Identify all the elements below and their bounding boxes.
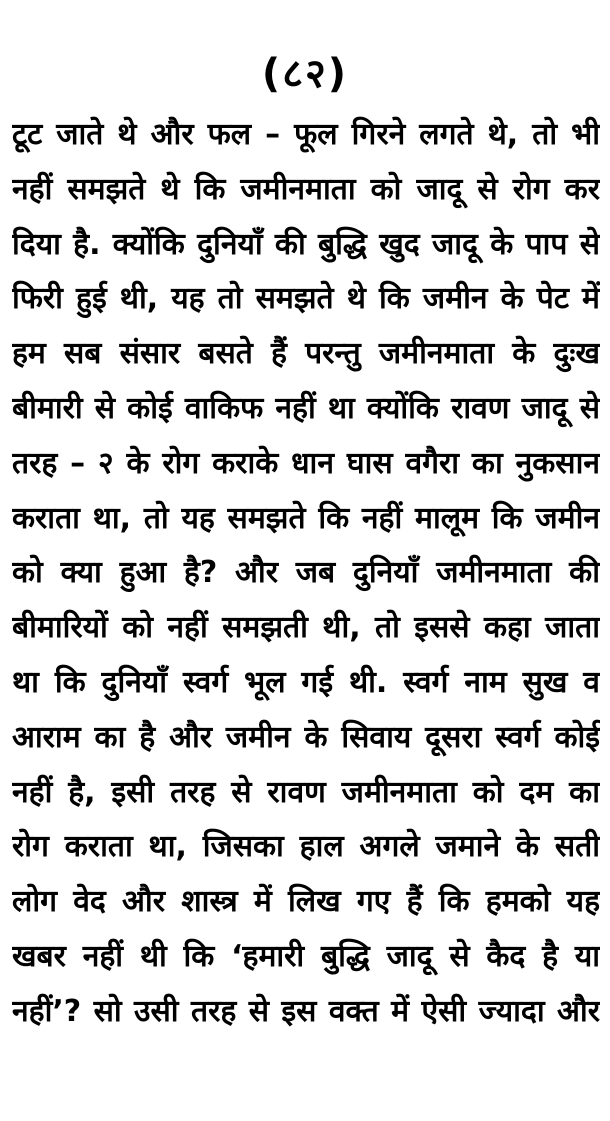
text-line: बीमारियों को नहीं समझती थी, तो इससे कहा जाता (12, 610, 600, 646)
text-line: नहीं’? सो उसी तरह से इस वक्त में ऐसी ज्यादा और (12, 993, 600, 1029)
text-line: खबर नहीं थी कि ‘हमारी बुद्धि जादू से कैद है या (12, 938, 600, 974)
text-line: लोग वेद और शास्त्र में लिख गए हैं कि हमको यह (12, 884, 600, 920)
body-text (12, 108, 600, 1040)
text-line: दिया है. क्योंकि दुनियाँ की बुद्धि खुद जादू के पाप से (12, 226, 600, 262)
text-line: रोग कराता था, जिसका हाल अगले जमाने के सती (12, 829, 600, 865)
text-line: बीमारी से कोई वाकिफ नहीं था क्योंकि रावण जादू से (12, 390, 600, 426)
text-line: तरह – २ के रोग कराके धान घास वगैरा का नुकसान (12, 445, 600, 481)
page-number: (८२) (261, 51, 349, 97)
text-line: नहीं समझते थे कि जमीनमाता को जादू से रोग कर (12, 171, 600, 207)
text-line: फिरी हुई थी, यह तो समझते थे कि जमीन के पेट में (12, 281, 600, 317)
text-line: कराता था, तो यह समझते कि नहीं मालूम कि जमीन (12, 500, 600, 536)
text-line: टूट जाते थे और फल – फूल गिरने लगते थे, तो भी (12, 117, 600, 152)
text-line: हम सब संसार बसते हैं परन्तु जमीनमाता के दुःख (12, 336, 600, 372)
text-line: था कि दुनियाँ स्वर्ग भूल गई थी. स्वर्ग नाम सुख व (12, 664, 600, 700)
text-line: नहीं है, इसी तरह से रावण जमीनमाता को दम का (12, 774, 600, 810)
text-line: आराम का है और जमीन के सिवाय दूसरा स्वर्ग कोई (12, 719, 600, 755)
text-line: को क्या हुआ है? और जब दुनियाँ जमीनमाता की (12, 555, 600, 591)
